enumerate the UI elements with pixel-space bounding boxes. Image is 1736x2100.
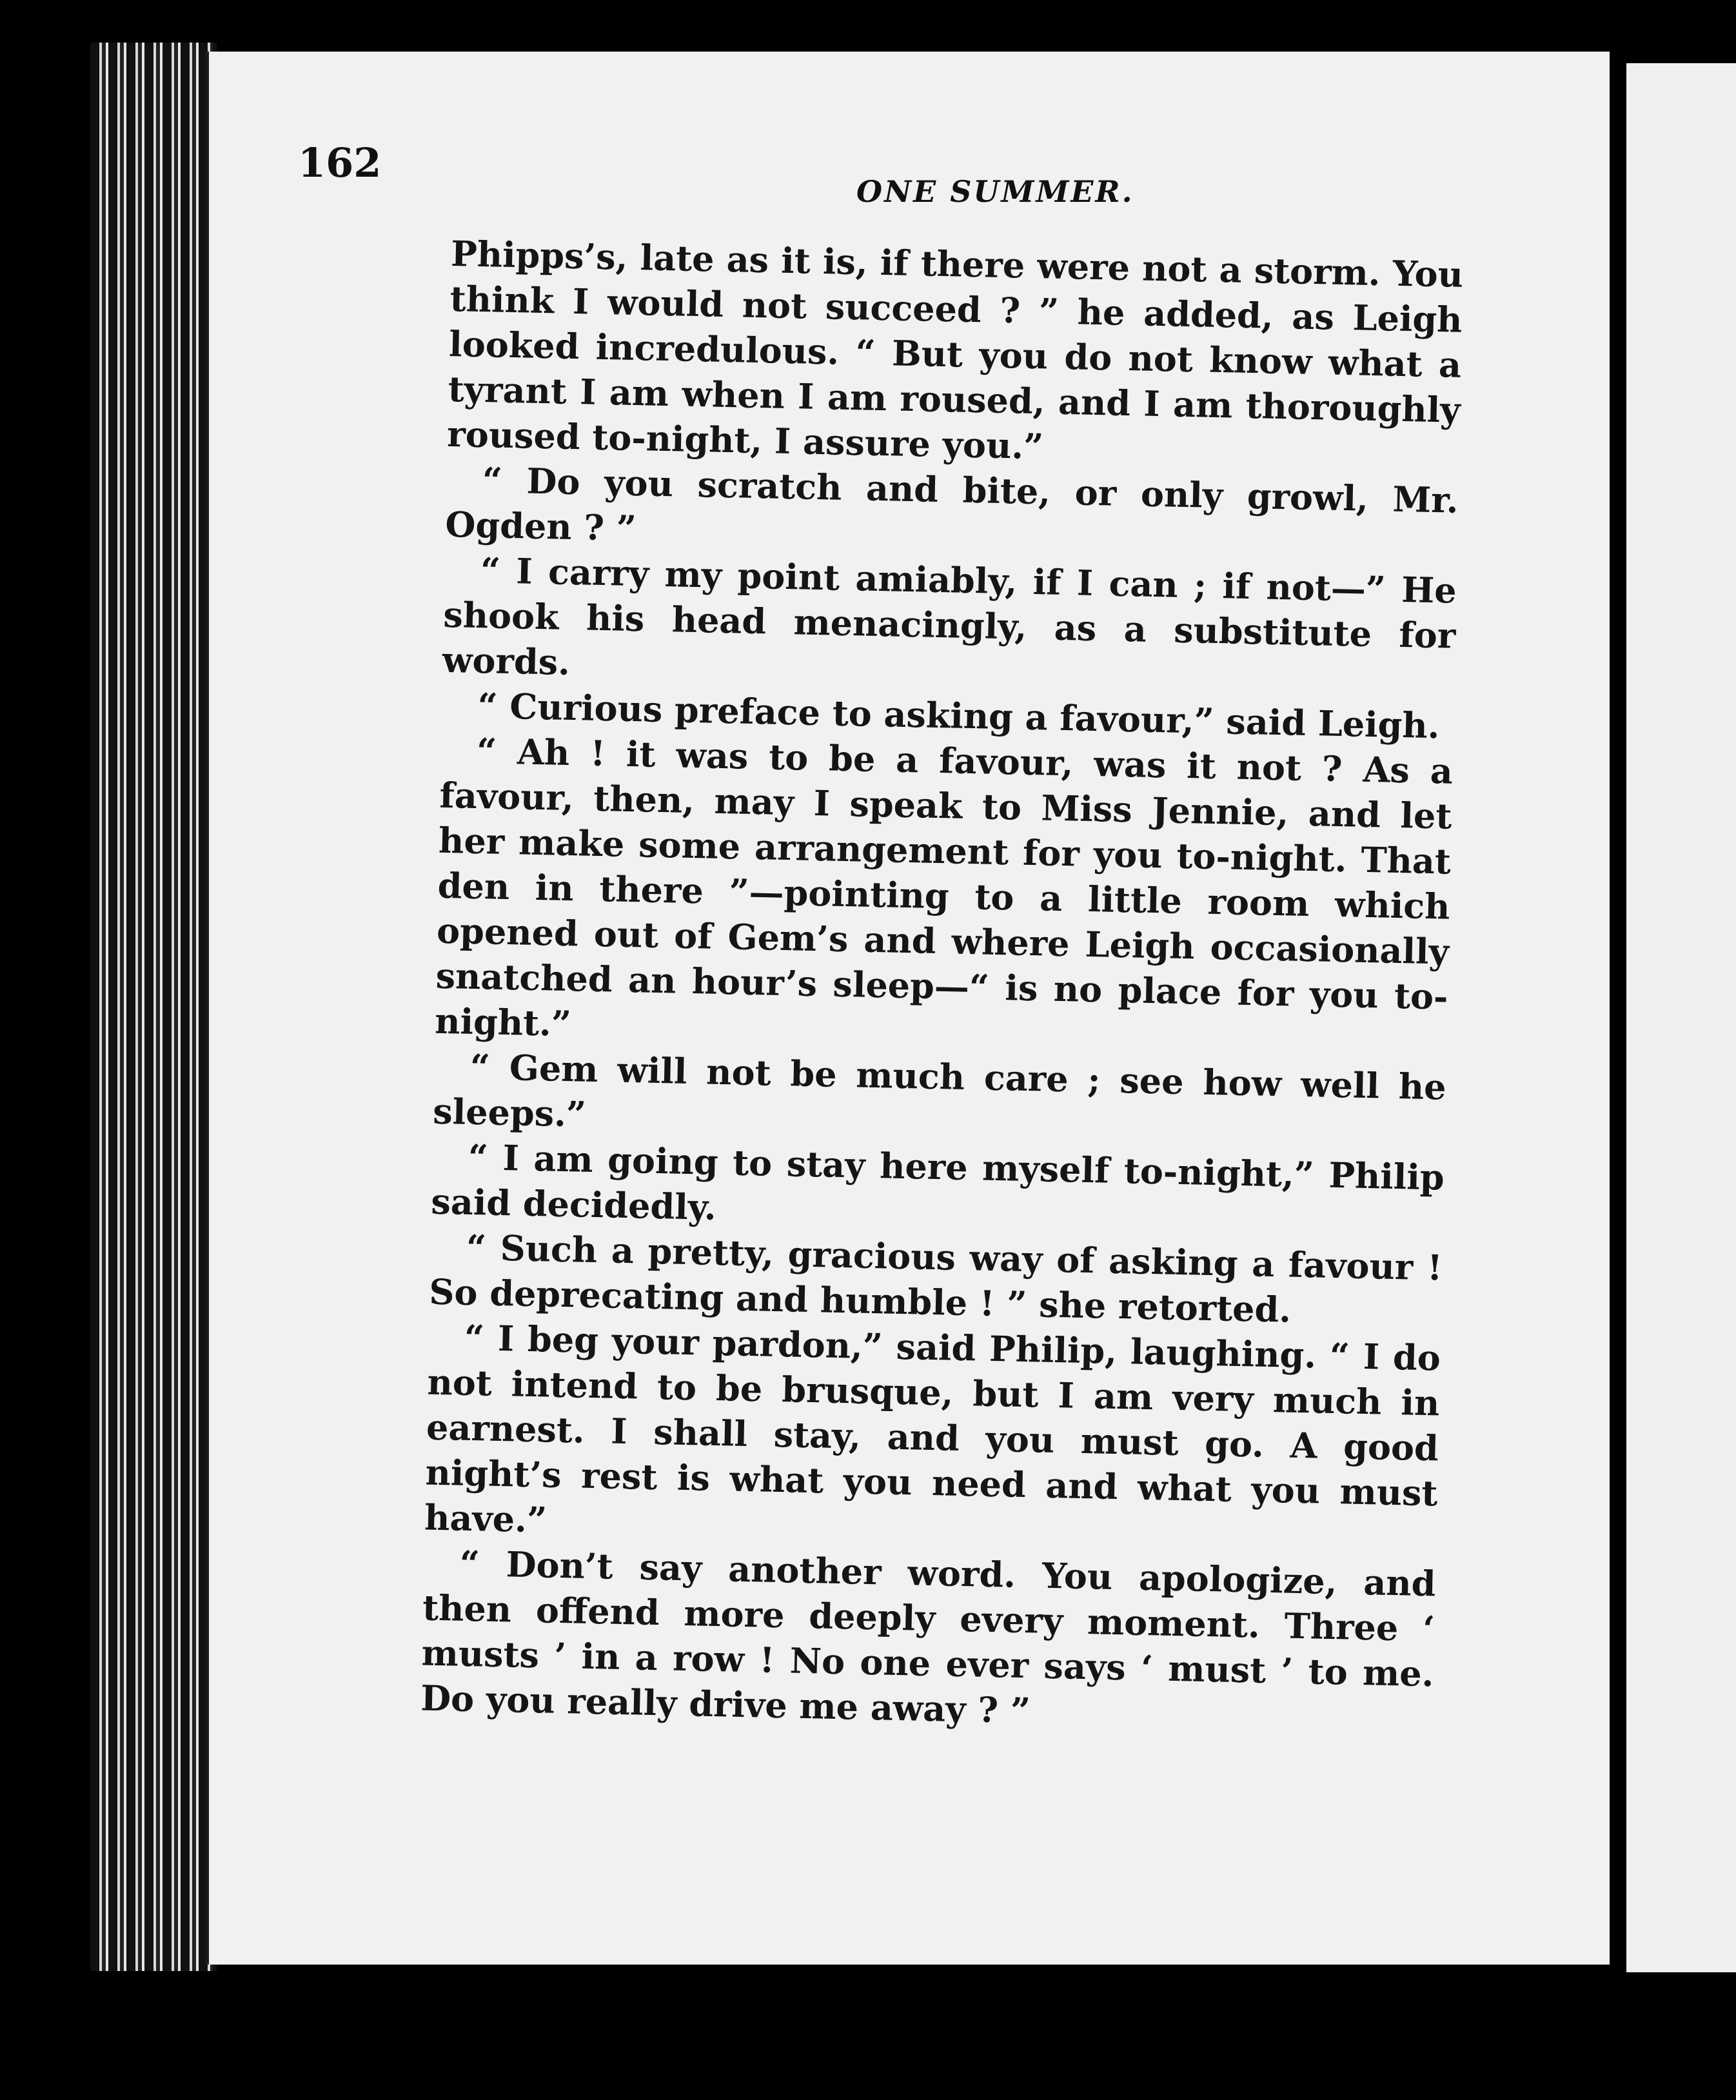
running-title: ONE SUMMER. xyxy=(856,174,1134,209)
paragraph: “ Such a pretty, gracious way of asking a favour ! So deprecating and humble ! ” she retorted. xyxy=(428,1226,1443,1331)
paragraph: “ Curious preface to asking a favour,” said Leigh. xyxy=(477,685,1441,747)
paragraph: Phipps’s, late as it is, if there were not a storm. You think I would not succeed ? ” he added, as Leigh looked incredulous. “ But you do not know what a tyrant I am when I am roused, and I am thoroughly roused to-night, I assure you.” xyxy=(446,232,1464,468)
paragraph: “ Do you scratch and bite, or only growl, Mr. Ogden ? ” xyxy=(444,459,1459,550)
paragraph: “ Don’t say another word. You apologize, and then offend more deeply every moment. Three ‘ musts ’ in a row ! No one ever says ‘ must ’ to me. Do you really drive me away ? ” xyxy=(420,1542,1437,1732)
page-number: 162 xyxy=(298,139,382,186)
running-head xyxy=(298,133,1201,210)
facing-page-edge xyxy=(1626,63,1736,1972)
page-edges xyxy=(90,43,217,1971)
paragraph: “ Ah ! it was to be a favour, was it not ? As a favour, then, may I speak to Miss Jennie, and let her make some arrangement for you to-night. That den in there ”—pointing to a little room which opened out of Gem’s and where Leigh occasionally snatched an hour’s sleep—“ is no place for you to-night.” xyxy=(434,730,1454,1045)
body-text xyxy=(420,231,1464,1741)
paragraph: “ I am going to stay here myself to-night,” Philip said decidedly. xyxy=(430,1136,1445,1228)
paragraph: “ I carry my point amiably, if I can ; if not—” He shook his head menacingly, as a substitute for words. xyxy=(442,550,1457,683)
paragraph: “ I beg your pardon,” said Philip, laughing. “ I do not intend to be brusque, but I am very much in earnest. I shall stay, and you must go. A good night’s rest is what you need and what you must have.” xyxy=(424,1316,1441,1541)
paragraph: “ Gem will not be much care ; see how well he sleeps.” xyxy=(432,1045,1447,1135)
